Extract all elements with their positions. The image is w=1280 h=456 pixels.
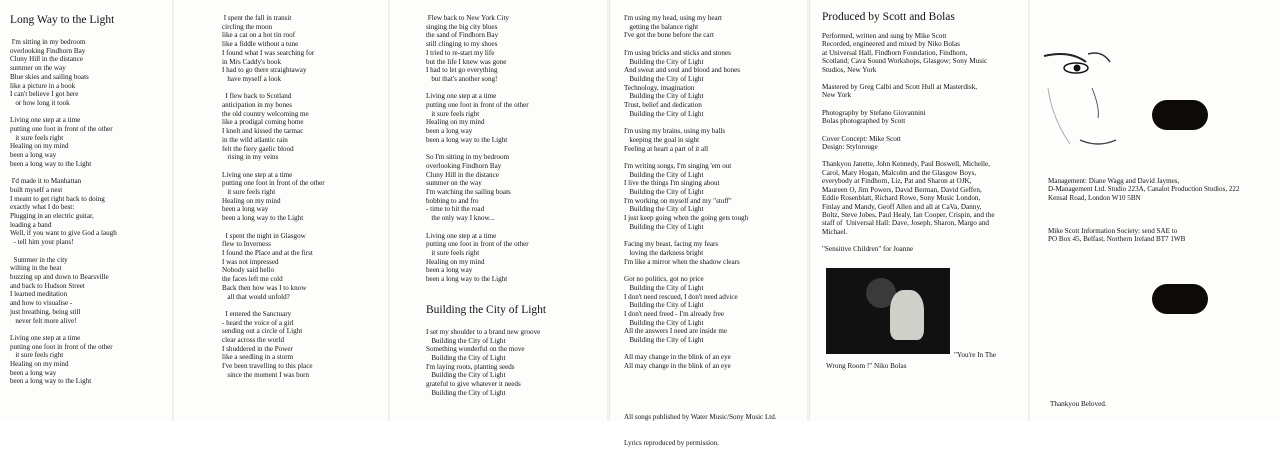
lyric-line: I'm writing songs, I'm singing 'em out — [624, 161, 732, 170]
lyric-line — [10, 247, 172, 256]
lyrics-panel-4 — [610, 0, 808, 421]
lyric-line — [426, 145, 608, 154]
lyric-line: buzzing up and down to Bearsville — [10, 272, 109, 281]
lyric-line: like a prodigal coming home — [222, 118, 304, 127]
lyric-line: I'm using bricks and sticks and stones — [624, 48, 731, 57]
lyrics-list — [624, 14, 808, 371]
lyric-line: felt the fiery gaelic blood — [222, 144, 294, 153]
lyric-line: summer on the way — [426, 179, 482, 188]
lyric-line: Building the City of Light — [624, 205, 704, 214]
lyric-line — [222, 223, 388, 232]
lyric-line: I tried to re-start my life — [426, 48, 495, 57]
lyric-line: I knelt and kissed the tarmac — [222, 127, 304, 136]
lyric-line: Flew back to New York City — [426, 14, 509, 22]
lyric-line: Building the City of Light — [426, 371, 506, 380]
lyrics-list — [222, 14, 388, 380]
lyric-line: like a picture in a book — [10, 81, 76, 90]
lyric-line: Back then how was I to know — [222, 283, 307, 292]
lyric-line: I learned meditation — [10, 290, 68, 299]
lyric-line: Building the City of Light — [624, 188, 704, 197]
lyric-line — [624, 40, 808, 49]
lyric-line: Building the City of Light — [624, 336, 704, 345]
lyric-line: - time to hit the road — [426, 205, 485, 214]
lyric-line: like a fiddle without a tune — [222, 40, 299, 49]
lyric-line: And sweat and soul and blood and bones — [624, 66, 741, 75]
lyric-line: been a long way to the Light — [10, 377, 92, 386]
lyric-line: Building the City of Light — [624, 74, 704, 83]
lyric-line: Healing on my mind — [426, 118, 485, 127]
lyric-line: Building the City of Light — [624, 57, 704, 66]
studio-photo — [826, 268, 950, 354]
lyric-line: I spent the fall in transit — [222, 14, 292, 22]
lyric-line: been a long way — [10, 368, 57, 377]
lyric-line: Building the City of Light — [624, 222, 704, 231]
credit-thankyous: Thankyou Janette, John Kennedy, Paul Boswell, Michelle, Carol, Mary Hogan, Malcolm and the Glasgow Boys, everybody at Findhorn, Liz, Pat and Sharon at OJK, Maureen O, Jim Powers, David Berman, David Geffen, Eddie Rosenblatt, Richard Rowe, Sony Music London, Finlay and Mandy, Geoff Allen and all at CaVa, Danny, Boltz, Steve Jobes, Paul Healy, Ian Cooper, Crispin, and the staff of Universal Hall: Dave, Joseph, Sharon, Margo and Michael. — [822, 160, 995, 236]
lyric-line: overlooking Findhorn Bay — [426, 161, 502, 170]
lyric-line: leading a band — [10, 220, 52, 229]
lyric-line: been a long way to the Light — [10, 159, 92, 168]
lyric-line: in Mrs Caddy's book — [222, 57, 282, 66]
lyric-line: it sure feels right — [426, 109, 480, 118]
lyric-line: putting one foot in front of the other — [10, 125, 113, 134]
lyric-line: getting the balance right — [624, 22, 699, 31]
lyric-line: So I'm sitting in my bedroom — [426, 153, 510, 162]
lyric-line: putting one foot in front of the other — [426, 101, 529, 110]
lyric-line: All may change in the blink of an eye — [624, 353, 731, 362]
lyric-line: All the answers I need are inside me — [624, 327, 728, 336]
lyric-line — [10, 108, 172, 117]
lyric-line: putting one foot in front of the other — [222, 179, 325, 188]
lyric-line: Living one step at a time — [222, 170, 293, 179]
lyric-line: in the wild atlantic rain — [222, 135, 288, 144]
lyric-line: I'm sitting in my bedroom — [10, 38, 86, 46]
lyric-line: Building the City of Light — [624, 92, 704, 101]
lyric-line: overlooking Findhorn Bay — [10, 46, 86, 55]
lyric-line: all that would unfold? — [222, 292, 290, 301]
lyric-line: the sand of Findhorn Bay — [426, 31, 499, 40]
lyric-line — [624, 345, 808, 354]
lyric-line — [426, 84, 608, 93]
lyric-line: Something wonderful on the move — [426, 345, 525, 354]
song-title-long-way: Long Way to the Light — [10, 14, 115, 26]
lyric-line: I can't believe I got here — [10, 90, 79, 99]
lyric-line: I flew back to Scotland — [222, 92, 292, 101]
lyric-line: it sure feels right — [426, 248, 480, 257]
lyric-line: I just keep going when the going gets tough — [624, 214, 749, 223]
lyric-line: like a cat on a hot tin roof — [222, 31, 296, 40]
lyric-line: it sure feels right — [10, 133, 64, 142]
lyric-line: singing the big city blues — [426, 22, 498, 31]
lyric-line: anticipation in my bones — [222, 101, 292, 110]
lyric-line: been a long way — [222, 205, 269, 214]
lyric-line: I'm watching the sailing boats — [426, 188, 511, 197]
lyric-line: I don't need rescued, I don't need advice — [624, 292, 738, 301]
lyric-line — [222, 84, 388, 93]
lyric-line: I live the things I'm singing about — [624, 179, 720, 188]
lyric-line: the faces left me cold — [222, 275, 283, 284]
lyric-line: I'm laying roots, planting seeds — [426, 362, 515, 371]
lyric-line — [10, 169, 172, 178]
lyrics-panel-1 — [0, 0, 172, 421]
lyric-line: putting one foot in front of the other — [10, 342, 113, 351]
lyric-line: I had to go there straightaway — [222, 66, 307, 75]
lyric-line: Building the City of Light — [426, 388, 506, 397]
lyric-line: All may change in the blink of an eye — [624, 362, 731, 371]
punch-hole — [1152, 100, 1208, 130]
lyric-line: circling the moon — [222, 22, 273, 31]
lyric-line: I don't need freed - I'm already free — [624, 309, 725, 318]
lyric-line: wilting in the heat — [10, 264, 62, 273]
lyric-line: - tell him your plans! — [10, 238, 74, 247]
lyric-line: like a seedling in a storm — [222, 353, 294, 362]
lyric-line: I spent the night in Glasgow — [222, 231, 306, 240]
lyric-line — [624, 153, 808, 162]
lyric-line: Healing on my mind — [426, 257, 485, 266]
lyrics-panel-2 — [174, 0, 388, 421]
lyric-line: Nobody said hello — [222, 266, 275, 275]
lyric-line: I'd made it to Manhattan — [10, 177, 82, 186]
credit-design: Cover Concept: Mike Scott Design: Stylorouge — [822, 134, 901, 152]
lyric-line: but that's another song! — [426, 74, 498, 83]
lyric-line: but the life I knew was gone — [426, 57, 507, 66]
management-info — [1048, 160, 1240, 252]
lyric-line: summer on the way — [10, 64, 66, 73]
lyric-line — [426, 223, 608, 232]
lyric-line: I've been travelling to this place — [222, 362, 313, 371]
publishing-line-1: All songs published by Water Music/Sony Music Ltd. — [624, 413, 777, 422]
lyric-line: still clinging to my shoes — [426, 40, 498, 49]
lyric-line: been a long way to the Light — [222, 214, 304, 223]
lyric-line: Healing on my mind — [222, 196, 281, 205]
information-society-text: Mike Scott Information Society: send SAE to PO Box 45, Belfast, Northern Ireland BT7 1WB — [1048, 226, 1186, 244]
lyric-line: exactly what I do best: — [10, 203, 75, 212]
lyric-line: keeping the goal in sight — [624, 135, 700, 144]
lyric-line: I entered the Sanctuary — [222, 309, 292, 318]
lyric-line: Building the City of Light — [426, 336, 506, 345]
lyrics-list — [426, 14, 608, 284]
lyric-line: have myself a look — [222, 74, 282, 83]
lyric-line: clear across the world — [222, 336, 285, 345]
lyric-line: never felt more alive! — [10, 316, 77, 325]
punch-hole — [1152, 284, 1208, 314]
lyric-line: I'm using my brains, using my balls — [624, 127, 726, 136]
lyric-line: Building the City of Light — [624, 109, 704, 118]
lyric-line: since the moment I was born — [222, 370, 310, 379]
lyric-line: it sure feels right — [10, 351, 64, 360]
lyric-line: it sure feels right — [222, 188, 276, 197]
lyric-line: Trust, belief and dedication — [624, 101, 702, 110]
lyric-line: Healing on my mind — [10, 360, 69, 369]
lyric-line: just breathing, being still — [10, 307, 81, 316]
lyric-line: I shuddered in the Power — [222, 344, 293, 353]
lyric-line: I set my shoulder to a brand new groove — [426, 327, 541, 336]
lyric-line — [624, 232, 808, 241]
lyric-line: I meant to get right back to doing — [10, 194, 105, 203]
photo-caption-right: "You're In The — [954, 351, 997, 359]
lyric-line: Living one step at a time — [426, 231, 497, 240]
lyric-line: I was not impressed — [222, 257, 279, 266]
lyric-line: grateful to give whatever it needs — [426, 380, 521, 389]
lyric-line: the only way I know... — [426, 214, 495, 223]
lyric-line: been a long way — [426, 127, 473, 136]
lyric-line: Cluny Hill in the distance — [10, 55, 83, 64]
lyric-line: loving the darkness bright — [624, 248, 704, 257]
credit-recording: Performed, written and sung by Mike Scott Recorded, engineered and mixed by Niko Bolas at Universal Hall, Findhorn Foundation, Findhorn, Scotland; Cava Sound Workshops, Glasgow; Sony Music Studios, New York — [822, 32, 988, 74]
credit-mastering: Mastered by Greg Calbi and Scott Hull at Masterdisk, New York — [822, 83, 978, 100]
lyric-line: Got no politics, got no price — [624, 275, 704, 284]
lyric-line: Living one step at a time — [426, 92, 497, 101]
lyric-line: I found the Place and at the first — [222, 248, 313, 257]
lyric-line: sending out a circle of Light — [222, 327, 303, 336]
lyric-line: Feeling at heart a part of it all — [624, 144, 709, 153]
lyric-line: and back to Hudson Street — [10, 281, 85, 290]
lyric-line — [222, 301, 388, 310]
lyric-line: been a long way — [426, 266, 473, 275]
lyric-line: I'm working on myself and my "stuff" — [624, 196, 732, 205]
lyric-line — [624, 118, 808, 127]
lyric-line: flew to Inverness — [222, 240, 271, 249]
lyric-line: been a long way — [10, 151, 57, 160]
song-title-city-of-light: Building the City of Light — [426, 303, 547, 316]
lyric-line: built myself a nest — [10, 185, 63, 194]
lyric-line: Cluny Hill in the distance — [426, 170, 499, 179]
lyric-line: I'm using my head, using my heart — [624, 14, 723, 22]
management-text: Management: Diane Wagg and David Jaymes, D-Management Ltd. Studio 223A, Canalot Production Studios, 222 Kensal Road, London W10 5BN — [1048, 176, 1240, 202]
producer-title: Produced by Scott and Bolas — [822, 11, 955, 23]
lyric-line — [222, 162, 388, 171]
publishing-line-2: Lyrics reproduced by permission. — [624, 438, 719, 447]
lyric-line: I'm like a mirror when the shadow clears — [624, 257, 740, 266]
lyric-line: Building the City of Light — [624, 170, 704, 179]
lyric-line: Healing on my mind — [10, 142, 69, 151]
thankyou-note: Thankyou Beloved. — [1050, 400, 1107, 408]
lyric-line — [10, 325, 172, 334]
lyric-line: - heard the voice of a girl — [222, 318, 294, 327]
lyric-line: Building the City of Light — [624, 318, 704, 327]
lyric-line: Summer in the city — [10, 255, 68, 264]
lyric-line: Facing my beast, facing my fears — [624, 240, 719, 249]
lyric-line: Well, if you want to give God a laugh — [10, 229, 117, 238]
lyrics-list — [426, 328, 608, 398]
lyric-line: I found what I was searching for — [222, 48, 315, 57]
lyric-line: bobbing to and fro — [426, 196, 479, 205]
lyric-line: the old country welcoming me — [222, 109, 309, 118]
lyric-line: or how long it took — [10, 98, 70, 107]
lyric-line: Plugging in an electric guitar, — [10, 212, 94, 221]
lyrics-list — [10, 38, 172, 386]
lyric-line — [624, 266, 808, 275]
lyric-line: been a long way to the Light — [426, 135, 508, 144]
lyric-line: Living one step at a time — [10, 116, 81, 125]
lyric-line: Building the City of Light — [426, 353, 506, 362]
lyric-line: Building the City of Light — [624, 301, 704, 310]
lyrics-panel-3 — [390, 0, 608, 421]
lyric-line: putting one foot in front of the other — [426, 240, 529, 249]
lyric-line: Living one step at a time — [10, 333, 81, 342]
lyric-line: Blue skies and sailing boats — [10, 72, 89, 81]
lyric-line: Building the City of Light — [624, 283, 704, 292]
credit-photography: Photography by Stefano Giovannini Bolas photographed by Scott — [822, 108, 926, 126]
lyric-line: Technology, imagination — [624, 83, 695, 92]
lyric-line: I had to let go everything — [426, 66, 498, 75]
face-photo — [1040, 48, 1160, 152]
lyric-line: and how to visualise - — [10, 299, 73, 308]
credit-dedication: "Sensitive Children" for Joanne — [822, 245, 914, 254]
lyric-line: been a long way to the Light — [426, 275, 508, 284]
publishing-note — [624, 396, 777, 456]
photo-caption-bottom: Wrong Room !" Niko Bolas — [826, 362, 907, 370]
lyric-line: I've got the bone before the cart — [624, 31, 714, 40]
lyric-line: rising in my veins — [222, 153, 279, 162]
